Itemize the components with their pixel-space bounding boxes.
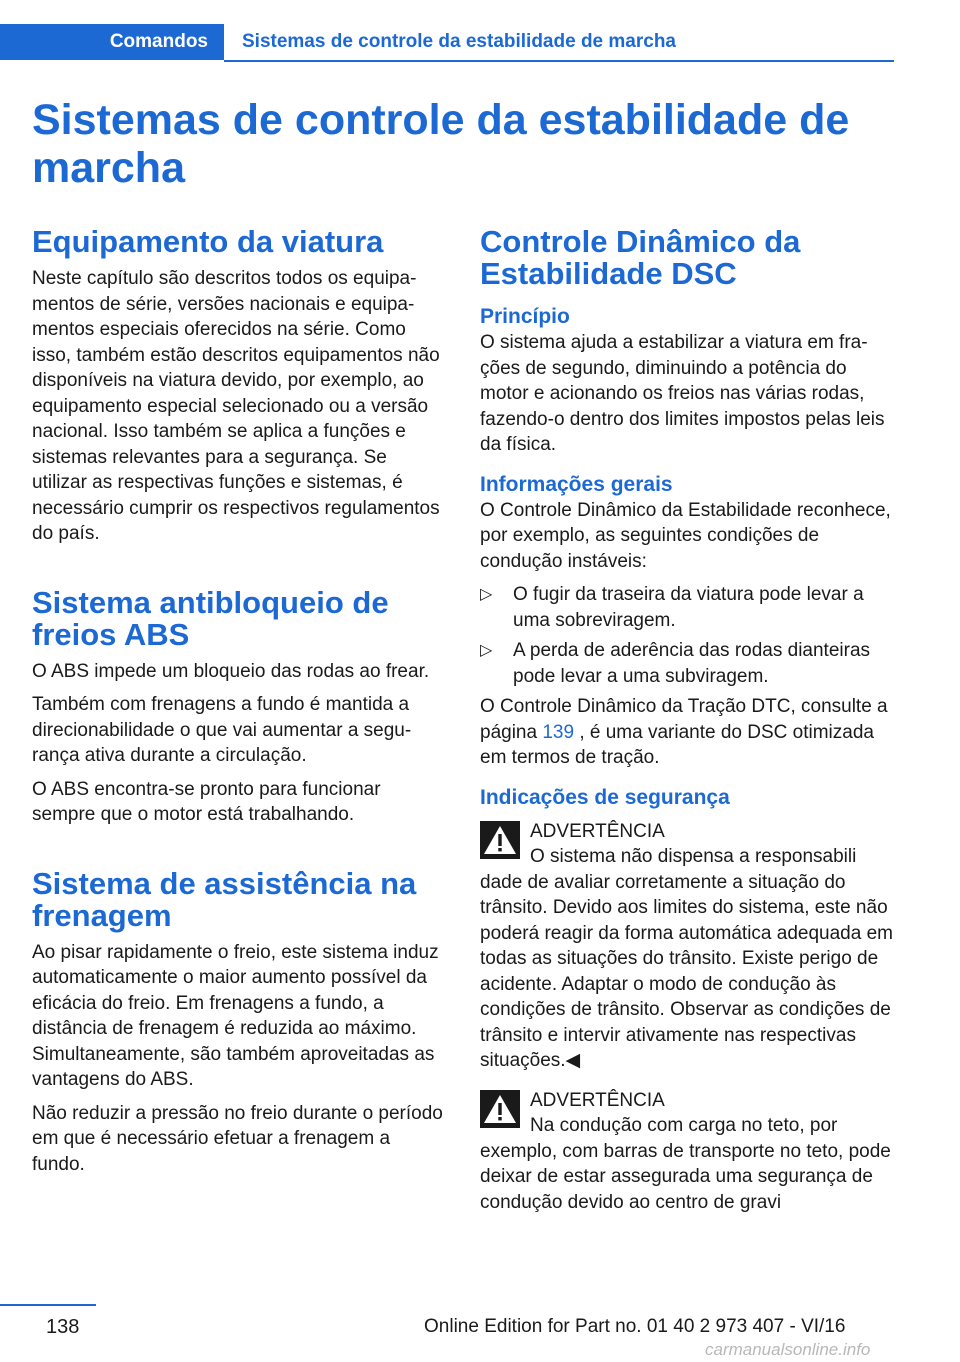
warning-label: ADVERTÊNCIA [530,820,665,842]
triangle-bullet-icon: ▷ [480,586,493,603]
heading-assistencia-frenagem: Sistema de assistência na frenagem [32,865,417,933]
paragraph: O ABS impede um bloqueio das rodas ao frear. [32,660,430,682]
list-item-text: O fugir da traseira da viatura pode levar a uma sobreviragem. [513,584,864,631]
subheading-seguranca: Indicações de segurança [480,785,730,809]
paragraph: Neste capítulo são descritos todos os equipamentos de série, versões nacionais e equipamentos especiais oferecidos na série. Como isso, também estão descritos equipamentos não disponíveis na viatura devido, por exemplo, ao equipamento especial selecionado ou a versão nacional. Isso também se aplica a funções e sistemas relevantes para a segurança. Se utilizar as respectivas funções e sistemas, é necessário cumprir os respectivos regulamentos do país. [32,268,440,544]
paragraph: O sistema ajuda a estabilizar a viatura em frações de segundo, diminuindo a potência do motor e acionando os freios nas várias rodas, fazendo-o dentro dos limites impostos pelas leis da física. [480,332,885,455]
paragraph-dtc [480,694,894,771]
chapter-tab: Comandos [0,24,224,60]
page-title: Sistemas de controle da estabilidade de marcha [32,96,850,192]
edition-note: Online Edition for Part no. 01 40 2 973 407 - VI/16 [424,1316,846,1337]
dtc-text-after: , é uma variante do DSC otimizada em termos de tração. [480,721,874,768]
page-link[interactable]: 139 [542,721,575,743]
warning-text: dade de avaliar corretamente a situação do trânsito. Devido aos limites do sistema, este não poderá reagir da forma automática adequada em todas as situações do trânsito. Existe perigo de acidente. Adaptar o modo de condução às condições de trânsito. Observar as condições de trânsito e intervir ativamente nas respectivas situações.◀ [480,871,893,1071]
dtc-text-before: O Controle Dinâmico da Tração DTC, consulte a página [480,696,888,743]
section-header: Sistemas de controle da estabilidade de marcha [242,31,676,52]
paragraph: Não reduzir a pressão no freio durante o período em que é necessário efetuar a frenagem a fundo. [32,1102,443,1175]
paragraph: O ABS encontra-se pronto para funcionar sempre que o motor está trabalhando. [32,778,381,825]
header-rule [224,60,894,62]
triangle-bullet-icon: ▷ [480,642,493,659]
watermark: carmanualsonline.info [705,1340,871,1359]
paragraph: Ao pisar rapidamente o freio, este sistema induz automaticamente o maior aumento possível da eficácia do freio. Em frenagens a fundo, a distância de frenagem é reduzida ao máximo. Simultaneamente, são também aproveitadas as vantagens do ABS. [32,941,439,1090]
right-column [480,226,894,1215]
warning-label: ADVERTÊNCIA [530,1089,665,1111]
warning-text: O sistema não dispensa a responsabili [530,846,857,867]
list-item [480,582,894,633]
list-item-text: A perda de aderência das rodas dianteiras pode levar a uma subviragem. [513,640,871,687]
left-column [32,226,446,1177]
footer-rule [0,1304,96,1306]
warning-triangle-icon [480,1090,520,1128]
warning-block [480,1088,894,1216]
subheading-informacoes-gerais: Informações gerais [480,472,673,496]
heading-dsc: Controle Dinâmico da Estabilidade DSC [480,224,801,291]
warning-text: exemplo, com barras de transporte no teto, pode deixar de estar assegurada uma segurança de condução devido ao centro de gravi [480,1140,891,1213]
heading-equipamento: Equipamento da viatura [32,224,384,259]
warning-text: Na condução com carga no teto, por [530,1115,838,1136]
paragraph: O Controle Dinâmico da Estabilidade reconhece, por exemplo, as seguintes condições de condução instáveis: [480,499,891,572]
heading-abs: Sistema antibloqueio de freios ABS [32,584,389,652]
warning-triangle-icon [480,821,520,859]
warning-block [480,819,894,1074]
paragraph: Também com frenagens a fundo é mantida a direcionabilidade o que vai aumentar a segurança ativa durante a circulação. [32,694,412,766]
subheading-principio: Princípio [480,305,570,328]
list-item [480,638,894,689]
page-number: 138 [46,1316,80,1338]
bullet-list [480,582,894,689]
